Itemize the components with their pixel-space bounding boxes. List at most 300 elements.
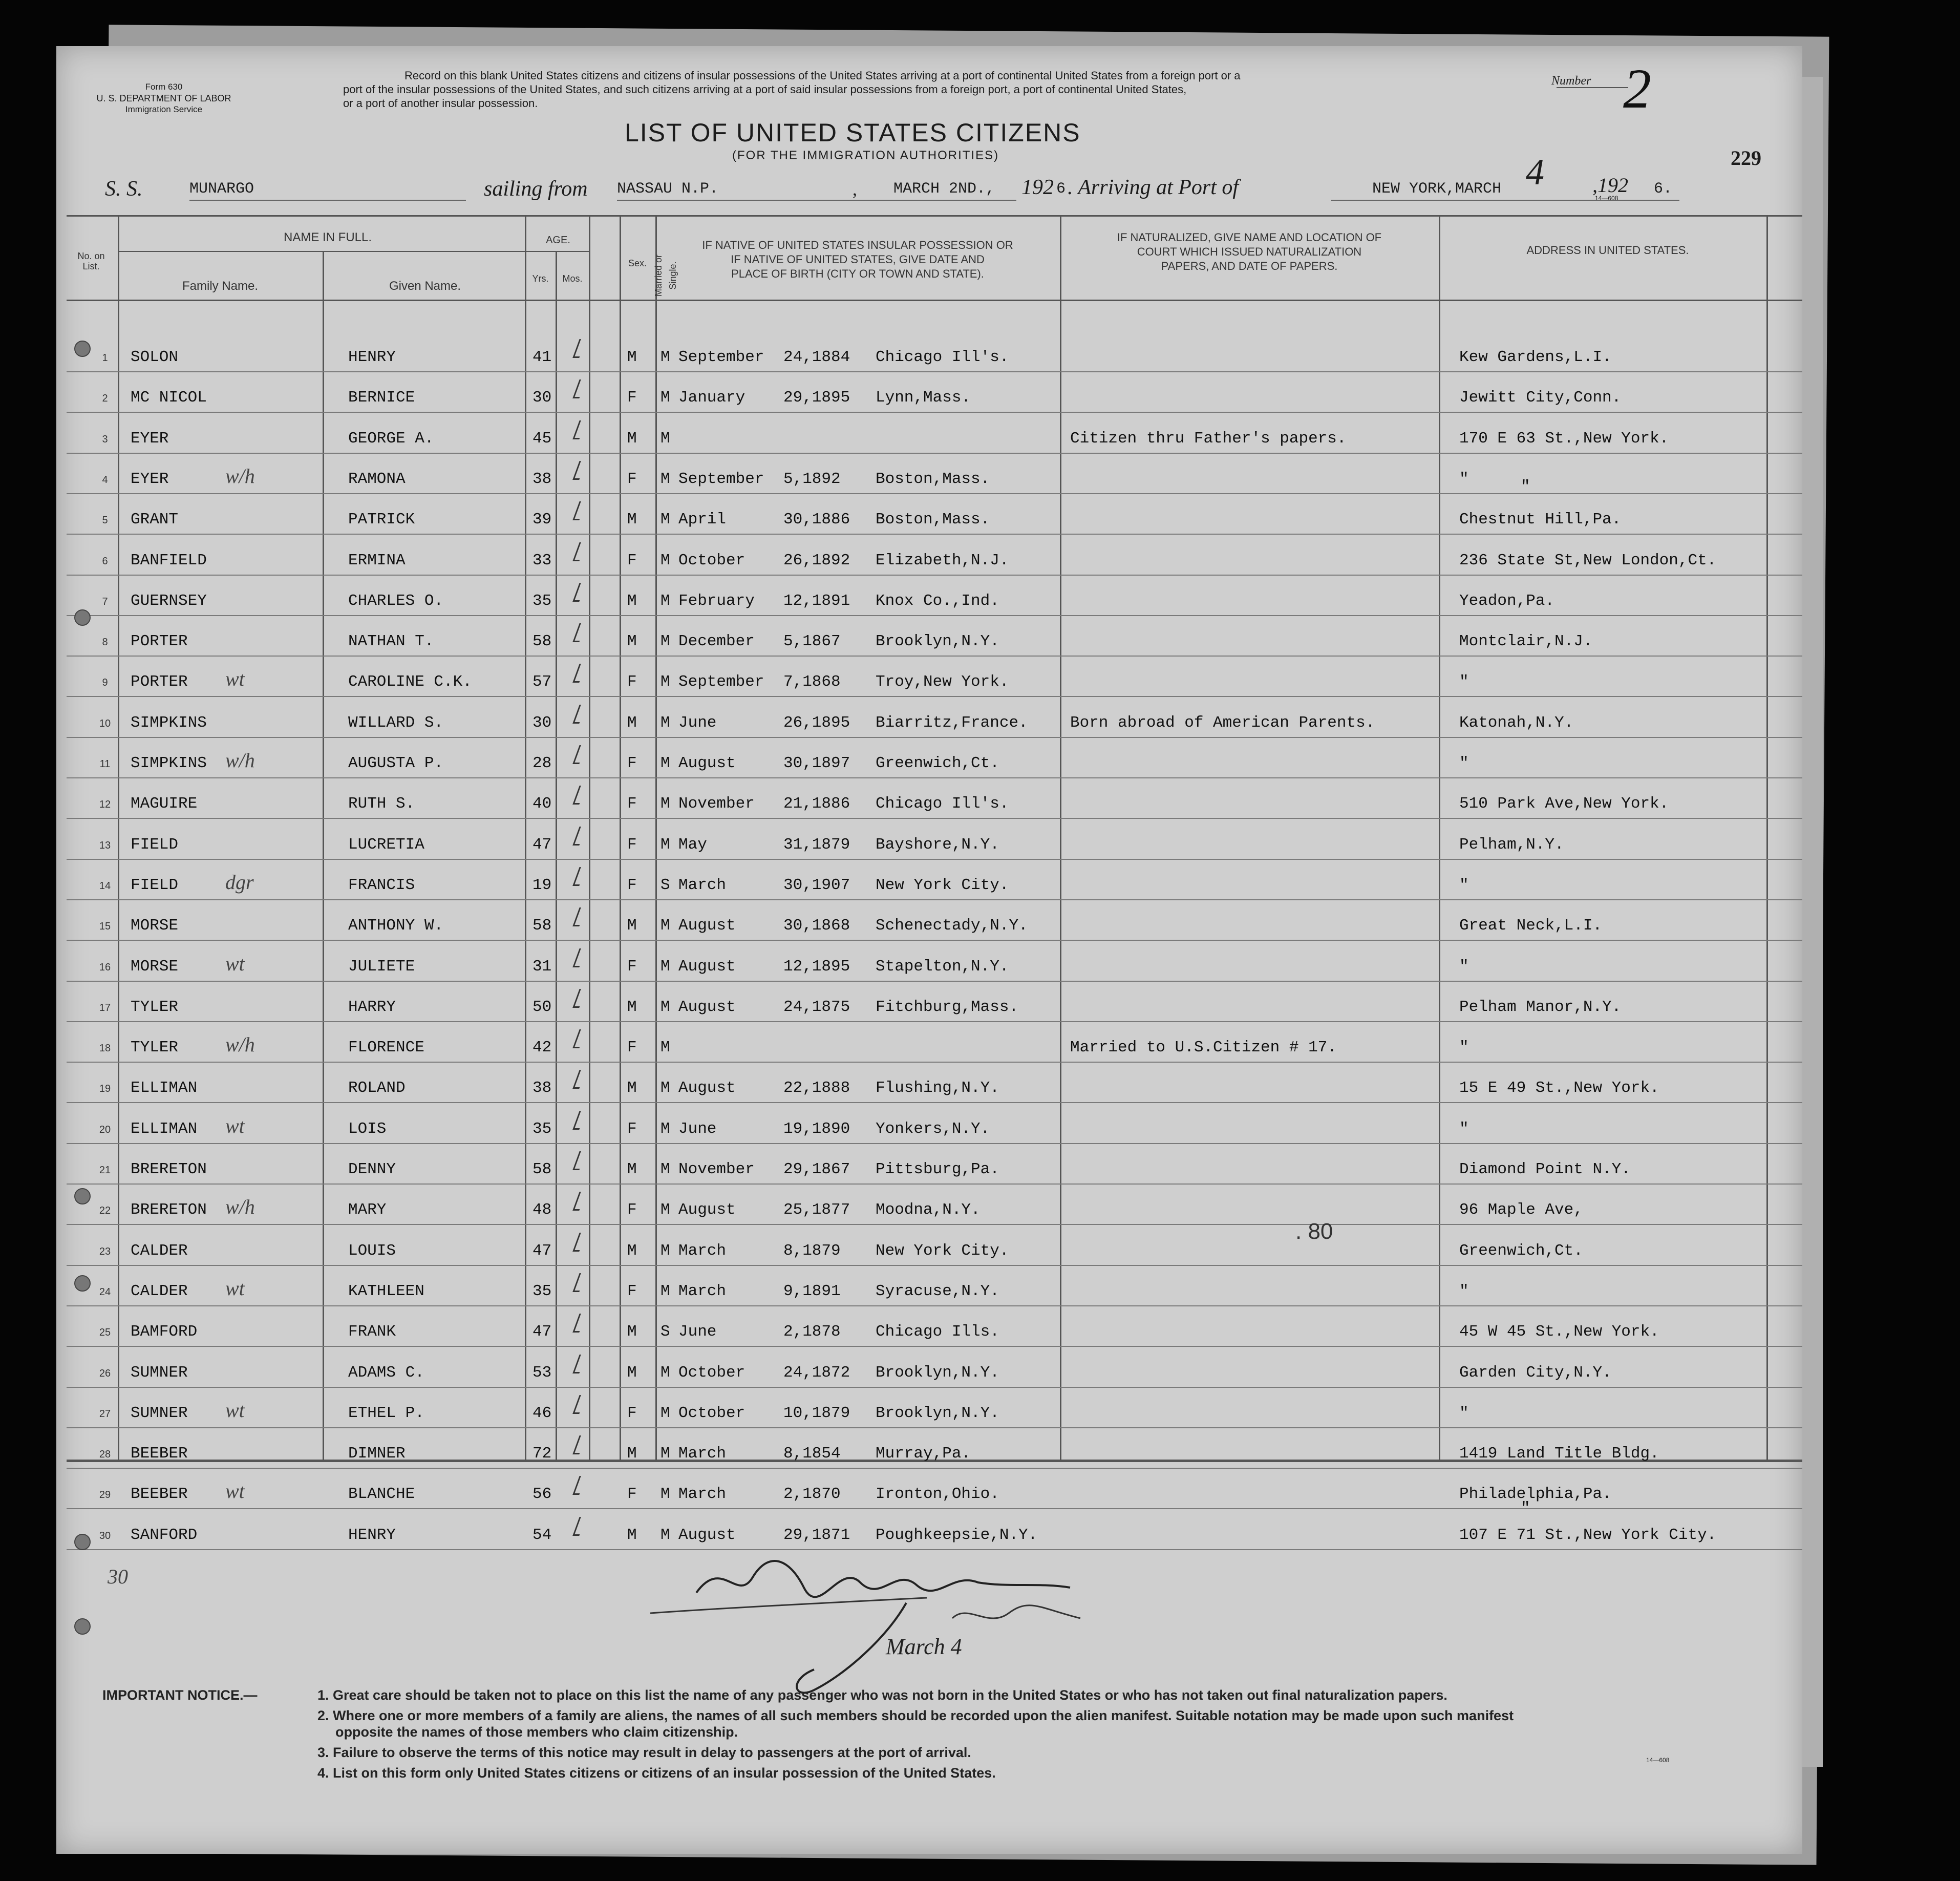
number-underline: [1557, 87, 1628, 88]
age-years: 30: [532, 714, 552, 732]
row-rule: [67, 534, 1802, 535]
family-name: BEEBER: [131, 1445, 188, 1463]
birth-day-year: 29,1871: [783, 1526, 850, 1544]
family-name: SANFORD: [131, 1526, 198, 1544]
given-name: BLANCHE: [348, 1485, 415, 1503]
birth-day-year: 26,1892: [783, 552, 850, 569]
birth-place: Stapelton,N.Y.: [876, 958, 1009, 976]
family-name: BANFIELD: [131, 552, 207, 569]
row-number: 23: [99, 1246, 111, 1257]
sex: M: [627, 1242, 637, 1260]
sex: F: [627, 754, 637, 772]
birth-place: Moodna,N.Y.: [876, 1201, 981, 1219]
header-nat-3: PAPERS, AND DATE OF PAPERS.: [1161, 260, 1338, 272]
comma: ,: [853, 179, 857, 199]
naturalization: Citizen thru Father's papers.: [1070, 430, 1347, 448]
birth-day-year: 30,1897: [783, 754, 850, 772]
sex: F: [627, 1201, 637, 1219]
family-name: EYER: [131, 430, 169, 448]
given-name: HARRY: [348, 998, 396, 1016]
row-rule: [67, 1305, 1802, 1306]
birth-place: Brooklyn,N.Y.: [876, 632, 999, 650]
marital-status: M: [661, 917, 670, 935]
family-name: MORSE: [131, 917, 179, 935]
row-rule: [67, 371, 1802, 372]
marital-status: M: [661, 673, 670, 691]
age-years: 58: [532, 917, 552, 935]
address: 170 E 63 St.,New York.: [1459, 430, 1669, 448]
given-name: BERNICE: [348, 389, 415, 407]
row-number: 14: [99, 880, 111, 892]
check-mark: [572, 948, 586, 967]
sex: M: [627, 430, 637, 448]
sex: F: [627, 552, 637, 569]
arrival-year-digit: 6.: [1654, 180, 1673, 198]
address: ": [1459, 673, 1469, 691]
address: ": [1459, 470, 1469, 488]
birth-place: Pittsburg,Pa.: [876, 1160, 999, 1178]
birth-place: Chicago Ills.: [876, 1323, 999, 1341]
given-name: LOUIS: [348, 1242, 396, 1260]
row-rule: [67, 1387, 1802, 1388]
birth-day-year: 5,1867: [783, 632, 841, 650]
sex: F: [627, 673, 637, 691]
header-name-in-full: NAME IN FULL.: [283, 230, 372, 244]
age-years: 35: [532, 1120, 552, 1138]
birth-month: October: [678, 1404, 745, 1422]
row-number: 16: [99, 962, 111, 973]
header-nat-2: COURT WHICH ISSUED NATURALIZATION: [1137, 245, 1362, 258]
birth-place: Boston,Mass.: [876, 470, 990, 488]
birth-month: September: [678, 470, 764, 488]
marital-status: M: [661, 470, 670, 488]
birth-day-year: 31,1879: [783, 836, 850, 854]
handwritten-note: w/h: [225, 749, 255, 772]
row-number: 18: [99, 1043, 111, 1054]
marital-status: M: [661, 1445, 670, 1463]
departure-year-prefix: 192: [1021, 176, 1054, 199]
address-ditto-row3: ": [1521, 478, 1530, 496]
row-number: 9: [102, 677, 108, 688]
sailing-label: sailing from: [484, 177, 588, 201]
marital-status: M: [661, 1079, 670, 1097]
row-number: 3: [102, 434, 108, 445]
address: Montclair,N.J.: [1459, 632, 1593, 650]
address: 510 Park Ave,New York.: [1459, 795, 1669, 813]
age-years: 47: [532, 1323, 552, 1341]
binding-hole: [74, 609, 91, 626]
arriving-label: . Arriving at Port of: [1068, 176, 1239, 199]
name-subheader-rule: [118, 251, 525, 252]
given-name: LOIS: [348, 1120, 387, 1138]
row-rule: [67, 737, 1802, 738]
check-mark: [572, 461, 586, 480]
col-divider-mos: [589, 215, 590, 1460]
birth-place: Brooklyn,N.Y.: [876, 1364, 999, 1382]
birth-day-year: 24,1875: [783, 998, 850, 1016]
sex: F: [627, 836, 637, 854]
binding-hole: [74, 1188, 91, 1204]
age-years: 38: [532, 1079, 552, 1097]
birth-place: Elizabeth,N.J.: [876, 552, 1009, 569]
birth-day-year: 7,1868: [783, 673, 841, 691]
handwritten-note: dgr: [225, 871, 254, 894]
family-name: BAMFORD: [131, 1323, 198, 1341]
header-birth-1: IF NATIVE OF UNITED STATES INSULAR POSSESSION OR: [702, 239, 1013, 251]
sex: F: [627, 1485, 637, 1503]
given-name: GEORGE A.: [348, 430, 434, 448]
birth-month: September: [678, 673, 764, 691]
handwritten-note: wt: [225, 667, 245, 690]
notice-2a: 2. Where one or more members of a family are aliens, the names of all such members should be recorded upon the alien manifest. Suitable notation may be made upon such manifest: [317, 1708, 1514, 1723]
row-rule: [67, 1183, 1802, 1185]
family-name: PORTER: [131, 673, 188, 691]
age-years: 30: [532, 389, 552, 407]
given-name: FRANK: [348, 1323, 396, 1341]
address: Greenwich,Ct.: [1459, 1242, 1583, 1260]
family-name: MORSE: [131, 958, 179, 976]
family-name: TYLER: [131, 998, 179, 1016]
row-number: 7: [102, 596, 108, 607]
birth-place: Lynn,Mass.: [876, 389, 971, 407]
address: Pelham,N.Y.: [1459, 836, 1564, 854]
signature: [620, 1526, 1234, 1710]
arrival-port: NEW YORK,MARCH: [1372, 180, 1502, 198]
marital-status: S: [661, 876, 670, 894]
given-name: FLORENCE: [348, 1039, 424, 1056]
row-number: 6: [102, 556, 108, 567]
birth-month: August: [678, 754, 736, 772]
age-years: 50: [532, 998, 552, 1016]
marital-status: M: [661, 1282, 670, 1300]
check-mark: [572, 542, 586, 561]
col-divider-no: [118, 215, 119, 1460]
birth-day-year: 12,1895: [783, 958, 850, 976]
margin-note-80: . 80: [1295, 1219, 1333, 1244]
row-rule: [67, 1021, 1802, 1022]
form-number: Form 630: [145, 82, 183, 92]
age-years: 38: [532, 470, 552, 488]
birth-place: Greenwich,Ct.: [876, 754, 999, 772]
header-age: AGE.: [546, 235, 570, 246]
row-rule: [67, 1062, 1802, 1063]
marital-status: M: [661, 958, 670, 976]
sex: M: [627, 1160, 637, 1178]
address-ditto-row29: ": [1521, 1499, 1530, 1517]
given-name: ADAMS C.: [348, 1364, 424, 1382]
given-name: HENRY: [348, 348, 396, 366]
marital-status: S: [661, 1323, 670, 1341]
row-number: 17: [99, 1002, 111, 1013]
col-divider-family: [323, 251, 324, 1460]
row-number: 13: [99, 840, 111, 851]
arrival-year-prefix: ,192: [1592, 174, 1628, 197]
birth-place: Poughkeepsie,N.Y.: [876, 1526, 1038, 1544]
notice-label: IMPORTANT NOTICE.—: [102, 1687, 258, 1703]
row-number: 8: [102, 637, 108, 648]
row-rule: [67, 493, 1802, 494]
marital-status: M: [661, 1404, 670, 1422]
check-mark: [572, 1070, 586, 1089]
address: Chestnut Hill,Pa.: [1459, 511, 1622, 529]
address: Great Neck,L.I.: [1459, 917, 1603, 935]
col-divider-birth: [1060, 215, 1061, 1460]
birth-month: June: [678, 1120, 717, 1138]
sex: M: [627, 1079, 637, 1097]
table-header-border: [67, 300, 1802, 301]
family-name: CALDER: [131, 1242, 188, 1260]
binding-hole: [74, 1275, 91, 1292]
marital-status: M: [661, 998, 670, 1016]
sex: F: [627, 1282, 637, 1300]
check-mark: [572, 339, 586, 358]
row-rule: [67, 981, 1802, 982]
birth-day-year: 30,1886: [783, 511, 850, 529]
given-name: DIMNER: [348, 1445, 406, 1463]
number-value: 2: [1623, 57, 1651, 120]
age-years: 47: [532, 836, 552, 854]
handwritten-note: wt: [225, 1277, 245, 1300]
birth-day-year: 30,1868: [783, 917, 850, 935]
marital-status: M: [661, 754, 670, 772]
sex: F: [627, 1120, 637, 1138]
address: Garden City,N.Y.: [1459, 1364, 1612, 1382]
address: 1419 Land Title Bldg.: [1459, 1445, 1659, 1463]
check-mark: [572, 827, 586, 846]
row-number: 25: [99, 1327, 111, 1338]
check-mark: [572, 1233, 586, 1252]
sex: F: [627, 1404, 637, 1422]
header-no: No. on List.: [77, 251, 105, 271]
given-name: MARY: [348, 1201, 387, 1219]
handwritten-note: wt: [225, 952, 245, 975]
birth-month: March: [678, 1282, 727, 1300]
address: ": [1459, 1120, 1469, 1138]
birth-place: Bayshore,N.Y.: [876, 836, 999, 854]
check-mark: [572, 1476, 586, 1495]
age-years: 35: [532, 1282, 552, 1300]
birth-place: Brooklyn,N.Y.: [876, 1404, 999, 1422]
family-name: SIMPKINS: [131, 714, 207, 732]
check-mark: [572, 623, 586, 642]
age-years: 45: [532, 430, 552, 448]
birth-place: Chicago Ill's.: [876, 795, 1009, 813]
col-divider-nat: [1439, 215, 1440, 1460]
check-mark: [572, 1395, 586, 1414]
age-years: 53: [532, 1364, 552, 1382]
check-mark: [572, 1151, 586, 1170]
age-years: 42: [532, 1039, 552, 1056]
check-mark: [572, 1355, 586, 1373]
handwritten-note: wt: [225, 1480, 245, 1503]
check-mark: [572, 907, 586, 926]
col-divider-address: [1766, 215, 1768, 1460]
row-rule: [67, 940, 1802, 941]
binding-hole: [74, 1618, 91, 1635]
header-birth-3: PLACE OF BIRTH (CITY OR TOWN AND STATE).: [731, 267, 984, 280]
birth-place: Chicago Ill's.: [876, 348, 1009, 366]
check-mark: [572, 1273, 586, 1292]
departure-date: MARCH 2ND.,: [893, 180, 995, 198]
row-rule: [67, 859, 1802, 860]
age-years: 48: [532, 1201, 552, 1219]
given-name: ANTHONY W.: [348, 917, 444, 935]
row-number: 30: [99, 1530, 111, 1541]
given-name: RAMONA: [348, 470, 406, 488]
given-name: ETHEL P.: [348, 1404, 424, 1422]
marital-status: M: [661, 795, 670, 813]
address: ": [1459, 754, 1469, 772]
birth-month: August: [678, 998, 736, 1016]
row-rule: [67, 1468, 1802, 1469]
handwritten-note: w/h: [225, 1195, 255, 1218]
ss-label: S. S.: [105, 177, 143, 201]
check-mark: [572, 1314, 586, 1333]
birth-month: August: [678, 1201, 736, 1219]
row-rule: [67, 615, 1802, 616]
address: 236 State St,New London,Ct.: [1459, 552, 1717, 569]
birth-month: August: [678, 1526, 736, 1544]
family-name: EYER: [131, 470, 169, 488]
given-name: PATRICK: [348, 511, 415, 529]
birth-day-year: 19,1890: [783, 1120, 850, 1138]
address: Kew Gardens,L.I.: [1459, 348, 1612, 366]
sex: M: [627, 1364, 637, 1382]
birth-place: Ironton,Ohio.: [876, 1485, 999, 1503]
ship-name: MUNARGO: [189, 180, 254, 198]
row-number: 11: [99, 758, 111, 770]
address: ": [1459, 1039, 1469, 1056]
family-name: FIELD: [131, 836, 179, 854]
sex: F: [627, 876, 637, 894]
check-mark: [572, 867, 586, 886]
header-family-name: Family Name.: [182, 279, 259, 293]
marital-status: M: [661, 389, 670, 407]
family-name: MAGUIRE: [131, 795, 198, 813]
check-mark: [572, 745, 586, 764]
origin-port: NASSAU N.P.: [617, 180, 719, 198]
family-name: SUMNER: [131, 1404, 188, 1422]
col-divider-yrs: [556, 251, 557, 1460]
age-subheader-rule: [525, 251, 589, 252]
sex: M: [627, 592, 637, 610]
marital-status: M: [661, 714, 670, 732]
address: 15 E 49 St.,New York.: [1459, 1079, 1659, 1097]
sex: F: [627, 958, 637, 976]
age-years: 19: [532, 876, 552, 894]
age-years: 31: [532, 958, 552, 976]
birth-month: December: [678, 632, 755, 650]
notice-1: 1. Great care should be taken not to place on this list the name of any passenger who was not born in the United States or who has not taken out final naturalization papers.: [317, 1687, 1447, 1703]
sex: F: [627, 1039, 637, 1056]
row-rule: [67, 1508, 1802, 1509]
age-years: 33: [532, 552, 552, 569]
voyage-underline-2: [617, 200, 1016, 201]
header-married: Married or Single.: [653, 254, 678, 297]
intro-line-1: Record on this blank United States citizens and citizens of insular possessions of the United States arriving at a port of continental United States from a foreign port or a: [404, 69, 1241, 82]
marital-status: M: [661, 1526, 670, 1544]
row-rule: [67, 1265, 1802, 1266]
sex: M: [627, 632, 637, 650]
birth-day-year: 30,1907: [783, 876, 850, 894]
header-nat-1: IF NATURALIZED, GIVE NAME AND LOCATION OF: [1117, 231, 1382, 244]
sex: M: [627, 1526, 637, 1544]
birth-day-year: 2,1870: [783, 1485, 841, 1503]
age-years: 57: [532, 673, 552, 691]
birth-month: August: [678, 1079, 736, 1097]
row-rule: [67, 1427, 1802, 1428]
sex: F: [627, 470, 637, 488]
birth-month: June: [678, 714, 717, 732]
birth-month: June: [678, 1323, 717, 1341]
age-years: 28: [532, 754, 552, 772]
header-address: ADDRESS IN UNITED STATES.: [1526, 244, 1689, 257]
birth-place: Syracuse,N.Y.: [876, 1282, 999, 1300]
birth-place: Murray,Pa.: [876, 1445, 971, 1463]
given-name: AUGUSTA P.: [348, 754, 444, 772]
birth-day-year: 8,1854: [783, 1445, 841, 1463]
birth-day-year: 5,1892: [783, 470, 841, 488]
birth-day-year: 12,1891: [783, 592, 850, 610]
row-number: 5: [102, 515, 108, 526]
row-number: 29: [99, 1489, 111, 1500]
age-years: 39: [532, 511, 552, 529]
family-name: CALDER: [131, 1282, 188, 1300]
marital-status: M: [661, 430, 670, 448]
marital-status: M: [661, 1485, 670, 1503]
birth-day-year: 8,1879: [783, 1242, 841, 1260]
intro-line-2: port of the insular possessions of the United States, and such citizens arriving at a port of said insular possessions from a foreign port, a port of continental United States,: [343, 83, 1187, 96]
row-number: 24: [99, 1286, 111, 1298]
handwritten-note: w/h: [225, 464, 255, 488]
birth-place: Knox Co.,Ind.: [876, 592, 999, 610]
check-mark: [572, 583, 586, 602]
birth-day-year: 10,1879: [783, 1404, 850, 1422]
binding-hole: [74, 1534, 91, 1550]
row-rule: [67, 1143, 1802, 1144]
col-divider-sex: [620, 215, 621, 1460]
family-name: BEEBER: [131, 1485, 188, 1503]
address: Diamond Point N.Y.: [1459, 1160, 1631, 1178]
voyage-underline-3: [1331, 200, 1679, 201]
birth-place: Biarritz,France.: [876, 714, 1028, 732]
family-name: SIMPKINS: [131, 754, 207, 772]
col-divider-married: [655, 215, 657, 1460]
birth-month: March: [678, 876, 727, 894]
address: 107 E 71 St.,New York City.: [1459, 1526, 1717, 1544]
age-years: 46: [532, 1404, 552, 1422]
row-number: 22: [99, 1205, 111, 1216]
check-mark: [572, 1029, 586, 1048]
page-stamp: 229: [1731, 146, 1761, 170]
family-name: PORTER: [131, 632, 188, 650]
intro-line-3: or a port of another insular possession.: [343, 97, 538, 110]
arrival-day: 4: [1526, 152, 1544, 193]
address: Pelham Manor,N.Y.: [1459, 998, 1622, 1016]
row-number: 28: [99, 1449, 111, 1460]
row-number: 1: [102, 352, 108, 364]
sex: M: [627, 1323, 637, 1341]
birth-place: Fitchburg,Mass.: [876, 998, 1019, 1016]
birth-place: Flushing,N.Y.: [876, 1079, 999, 1097]
birth-place: Boston,Mass.: [876, 511, 990, 529]
family-name: GRANT: [131, 511, 179, 529]
age-years: 58: [532, 1160, 552, 1178]
birth-month: November: [678, 1160, 755, 1178]
row-rule: [67, 575, 1802, 576]
given-name: ROLAND: [348, 1079, 406, 1097]
header-given-name: Given Name.: [389, 279, 461, 293]
